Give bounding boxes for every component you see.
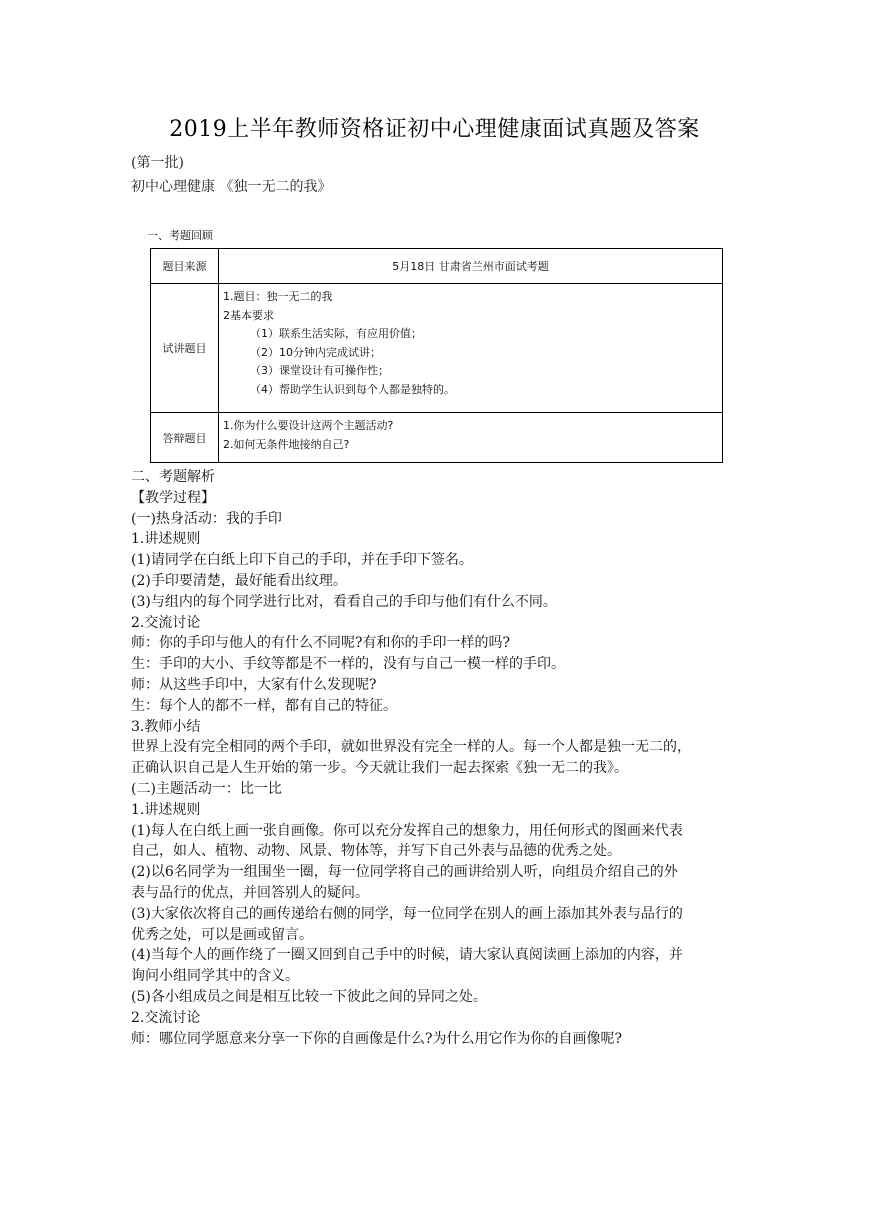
body-line: (5)各小组成员之间是相互比较一下彼此之间的异同之处。: [131, 988, 487, 1005]
table-row: [151, 284, 723, 413]
body-line: 1.讲述规则: [131, 801, 201, 818]
body-line: (1)请同学在白纸上印下自己的手印，并在手印下签名。: [131, 552, 473, 569]
analysis-body: [131, 467, 741, 1049]
topic-content-cell: [219, 284, 723, 413]
topic-label-cell: 试讲题目: [151, 284, 219, 413]
topic-line: 1.题目：独一无二的我: [223, 290, 333, 303]
section-heading-analysis: 二、考题解析: [131, 469, 215, 485]
body-line: 生：手印的大小、手纹等都是不一样的，没有与自己一模一样的手印。: [131, 656, 565, 673]
defense-content-cell: [219, 413, 723, 463]
body-line: 表与品行的优点，并回答别人的疑问。: [131, 884, 369, 901]
defense-label-cell: 答辩题目: [151, 413, 219, 463]
body-line: (二)主题活动一：比一比: [131, 780, 282, 797]
topic-line: 2基本要求: [223, 308, 274, 322]
body-line: 师：哪位同学愿意来分享一下你的自画像是什么?为什么用它作为你的自画像呢?: [131, 1030, 623, 1047]
topic-line: （4）帮助学生认识到每个人都是独特的。: [250, 382, 455, 396]
table-row: [151, 249, 723, 284]
topic-line: （2）10分钟内完成试讲；: [250, 345, 381, 359]
body-line: 世界上没有完全相同的两个手印，就如世界没有完全一样的人。每一个人都是独一无二的，: [131, 739, 691, 756]
body-line: (4)当每个人的画作绕了一圈又回到自己手中的时候，请大家认真阅读画上添加的内容，并: [131, 947, 683, 964]
body-line: (一)热身活动：我的手印: [131, 510, 282, 527]
body-line: 3.教师小结: [131, 718, 201, 735]
body-line: 自己，如人、植物、动物、风景、物体等，并写下自己外表与品德的优秀之处。: [131, 843, 621, 860]
body-line: (3)与组内的每个同学进行比对，看看自己的手印与他们有什么不同。: [131, 593, 557, 610]
subheading-teaching-process: 【教学过程】: [131, 489, 215, 506]
defense-line: 2.如何无条件地接纳自己?: [223, 437, 350, 451]
body-line: 询问小组同学其中的含义。: [131, 968, 299, 985]
body-line: 师：你的手印与他人的有什么不同呢?有和你的手印一样的吗?: [131, 635, 511, 652]
body-line: 优秀之处，可以是画或留言。: [131, 926, 313, 943]
body-line: 师：从这些手印中，大家有什么发现呢?: [131, 676, 377, 693]
body-line: 1.讲述规则: [131, 531, 201, 548]
exam-review-table: [150, 248, 723, 463]
body-line: 2.交流讨论: [131, 1009, 201, 1026]
body-line: (2)手印要清楚，最好能看出纹理。: [131, 572, 347, 589]
source-value-cell: 5月18日 甘肃省兰州市面试考题: [219, 249, 723, 284]
source-label-cell: 题目来源: [151, 249, 219, 284]
table-row: [151, 413, 723, 463]
body-line: 正确认识自己是人生开始的第一步。今天就让我们一起去探索《独一无二的我》。: [131, 760, 628, 777]
body-line: 生：每个人的都不一样，都有自己的特征。: [131, 697, 397, 714]
body-line: (2)以6名同学为一组围坐一圈，每一位同学将自己的画讲给别人听，向组员介绍自己的外: [131, 864, 678, 881]
course-label: 初中心理健康 《独一无二的我》: [131, 179, 332, 195]
body-line: 2.交流讨论: [131, 614, 201, 631]
body-line: (1)每人在白纸上画一张自画像。你可以充分发挥自己的想象力，用任何形式的图画来代表: [131, 822, 683, 839]
batch-label: (第一批): [131, 155, 184, 171]
body-line: (3)大家依次将自己的画传递给右侧的同学，每一位同学在别人的画上添加其外表与品行的: [131, 905, 683, 922]
topic-line: （3）课堂设计有可操作性；: [250, 364, 389, 377]
section-heading-review: 一、考题回顾: [147, 229, 213, 242]
document-title: 2019上半年教师资格证初中心理健康面试真题及答案: [169, 117, 700, 142]
defense-line: 1.你为什么要设计这两个主题活动?: [223, 419, 394, 432]
topic-line: （1）联系生活实际，有应用价值；: [250, 327, 422, 340]
